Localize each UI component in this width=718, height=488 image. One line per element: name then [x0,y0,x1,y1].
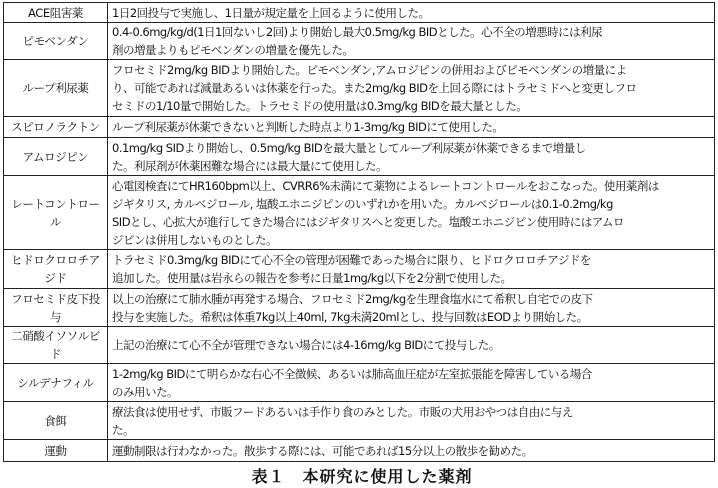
table-row [4,23,715,60]
drug-usage [108,440,715,462]
drug-usage [108,60,715,117]
drug-name: ループ利尿薬 [4,60,108,117]
drug-usage [108,176,715,250]
drug-usage [108,117,715,138]
table-row [4,327,715,364]
drug-name: シルデナフィル [4,364,108,402]
drug-usage [108,3,715,23]
usage-line: 投与を実施した。希釈は体重7kg以上40ml, 7kg未満20mlとし、投与回数はEODより開始した。 [112,309,588,324]
usage-line: 療法食は使用せず、市販フードあるいは手作り食のみとした。市販の犬用おやつは自由に与え [112,404,573,419]
drug-name: 運動 [4,440,108,462]
usage-line: ループ利尿薬が休薬できないと判断した時点より1-3mg/kg BIDにて使用した。 [112,120,504,134]
usage-line: 剤の増量よりもピモベンダンの増量を優先した。 [112,43,354,57]
drug-usage [108,402,715,440]
table-row [4,138,715,176]
table-row [4,3,715,23]
usage-line: 1-2mg/kg BIDにて明らかな右心不全徴候、あるいは肺高血圧症が左室拡張能を障害している場合 [112,366,592,381]
usage-line: ジピンは併用しないものとした。 [112,232,277,247]
drug-table [3,2,715,462]
usage-line: 運動制限は行わなかった。散歩する際には、可能であれば15分以上の散歩を勧めた。 [112,443,533,458]
usage-line: セミドの1/10量で開始した。トラセミドの使用量は0.3mg/kg BIDを最大量とした。 [112,99,528,113]
drug-name: ピモベンダン [4,23,108,60]
table-row [4,60,715,117]
usage-line: り、可能であれば減量あるいは休薬を行った。また2mg/kg BIDを上回る際にはトラセミドへと変更しフロ [112,81,637,95]
usage-line: 以上の治療にて肺水腫が再発する場合、フロセミド2mg/kgを生理食塩水にて希釈し自宅での皮下 [112,291,593,306]
drug-name: スピロノラクトン [4,117,108,138]
usage-line: 心電図検査にてHR160bpm以上、CVRR6%未満にて薬物によるレートコントロールをおこなった。使用薬剤は [112,178,659,193]
usage-line: た。 [112,422,134,437]
table-row [4,250,715,289]
table-row [4,117,715,138]
drug-usage [108,289,715,327]
usage-line: 追加した。使用量は岩永らの報告を参考に日量1mg/kg以下を2分割で使用した。 [112,271,512,285]
drug-name: 二硝酸イソソルビド [4,327,108,364]
drug-usage [108,138,715,176]
drug-usage [108,23,715,60]
drug-name: ACE阻害薬 [4,3,108,23]
usage-line: のみ用いた。 [112,384,178,399]
usage-line: SIDとし、心拡大が進行してきた場合にはジギタリスへと変更した。塩酸エホニジピン使用時にはアムロ [112,214,624,229]
table-row [4,402,715,440]
table-row [4,440,715,462]
drug-name: レートコントロール [4,176,108,250]
drug-name: アムロジピン [4,138,108,176]
drug-name: フロセミド皮下投与 [4,289,108,327]
drug-usage [108,327,715,364]
table-row [4,289,715,327]
table-row [4,176,715,250]
usage-line: 上記の治療にて心不全が管理できない場合には4-16mg/kg BIDにて投与した。 [112,338,500,352]
usage-line: た。利尿剤が休薬困難な場合には最大量にて使用した。 [112,158,387,173]
usage-line: 1日2回投与で実施し、1日量が規定量を上回るように使用した。 [112,5,430,20]
usage-line: フロセミド2mg/kg BIDより開始した。ピモベンダン,アムロジピンの併用およびピモベンダンの増量によ [112,63,627,77]
usage-line: 0.4-0.6mg/kg/d(1日1回ないし2回)より開始し最大0.5mg/kg BIDとした。心不全の増悪時には利尿 [112,25,603,39]
usage-line: トラセミド0.3mg/kg BIDにて心不全の管理が困難であった場合に限り、ヒドロクロロチアジドを [112,253,591,267]
usage-line: ジギタリス, カルベジロール, 塩酸エホニジピンのいずれかを用いた。カルベジロールは0.1-0.2mg/kg [112,196,613,211]
drug-usage [108,250,715,289]
table-row [4,364,715,402]
drug-name: ヒドロクロロチアジド [4,250,108,289]
drug-name: 食餌 [4,402,108,440]
usage-line: 0.1mg/kg SIDより開始し、0.5mg/kg BIDを最大量としてループ利尿薬が休薬できるまで増量し [112,140,586,155]
table-caption: 表１ 本研究に使用した薬剤 [251,467,473,486]
drug-usage [108,364,715,402]
